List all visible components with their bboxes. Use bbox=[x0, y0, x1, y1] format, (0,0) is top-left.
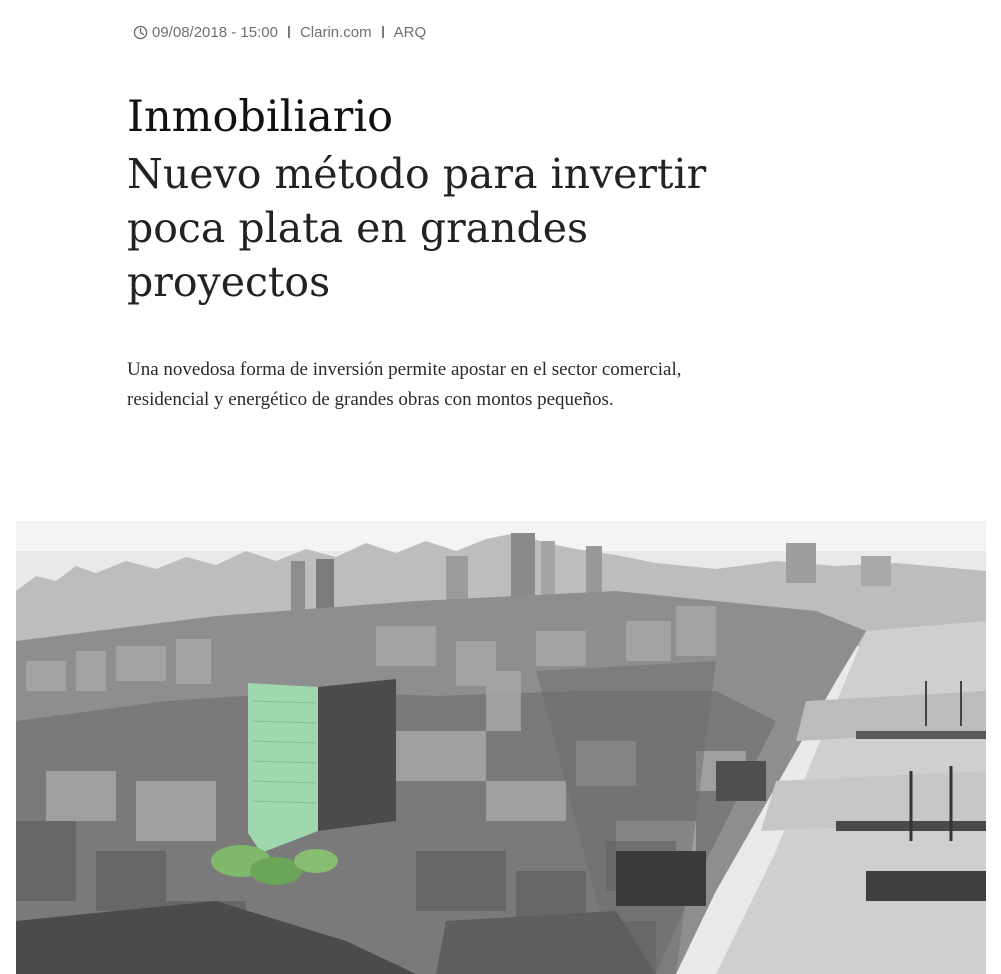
publish-datetime: 09/08/2018 - 15:00 bbox=[152, 23, 278, 41]
meta-separator bbox=[288, 26, 290, 38]
article-lede: Una novedosa forma de inversión permite apostar en el sector comercial, residencial y energético de grandes obras con montos pequeños. bbox=[127, 359, 682, 410]
city-illustration bbox=[16, 521, 986, 974]
clock-icon bbox=[133, 25, 148, 40]
source-link[interactable]: Clarin.com bbox=[299, 23, 372, 41]
section-tag[interactable]: ARQ bbox=[393, 23, 427, 41]
article-headline: Nuevo método para invertir poca plata en grandes proyectos bbox=[127, 150, 707, 306]
meta-separator bbox=[382, 26, 384, 38]
article-meta bbox=[133, 20, 426, 44]
aerial-city-photo bbox=[16, 521, 986, 974]
section-title: Inmobiliario bbox=[127, 92, 393, 142]
